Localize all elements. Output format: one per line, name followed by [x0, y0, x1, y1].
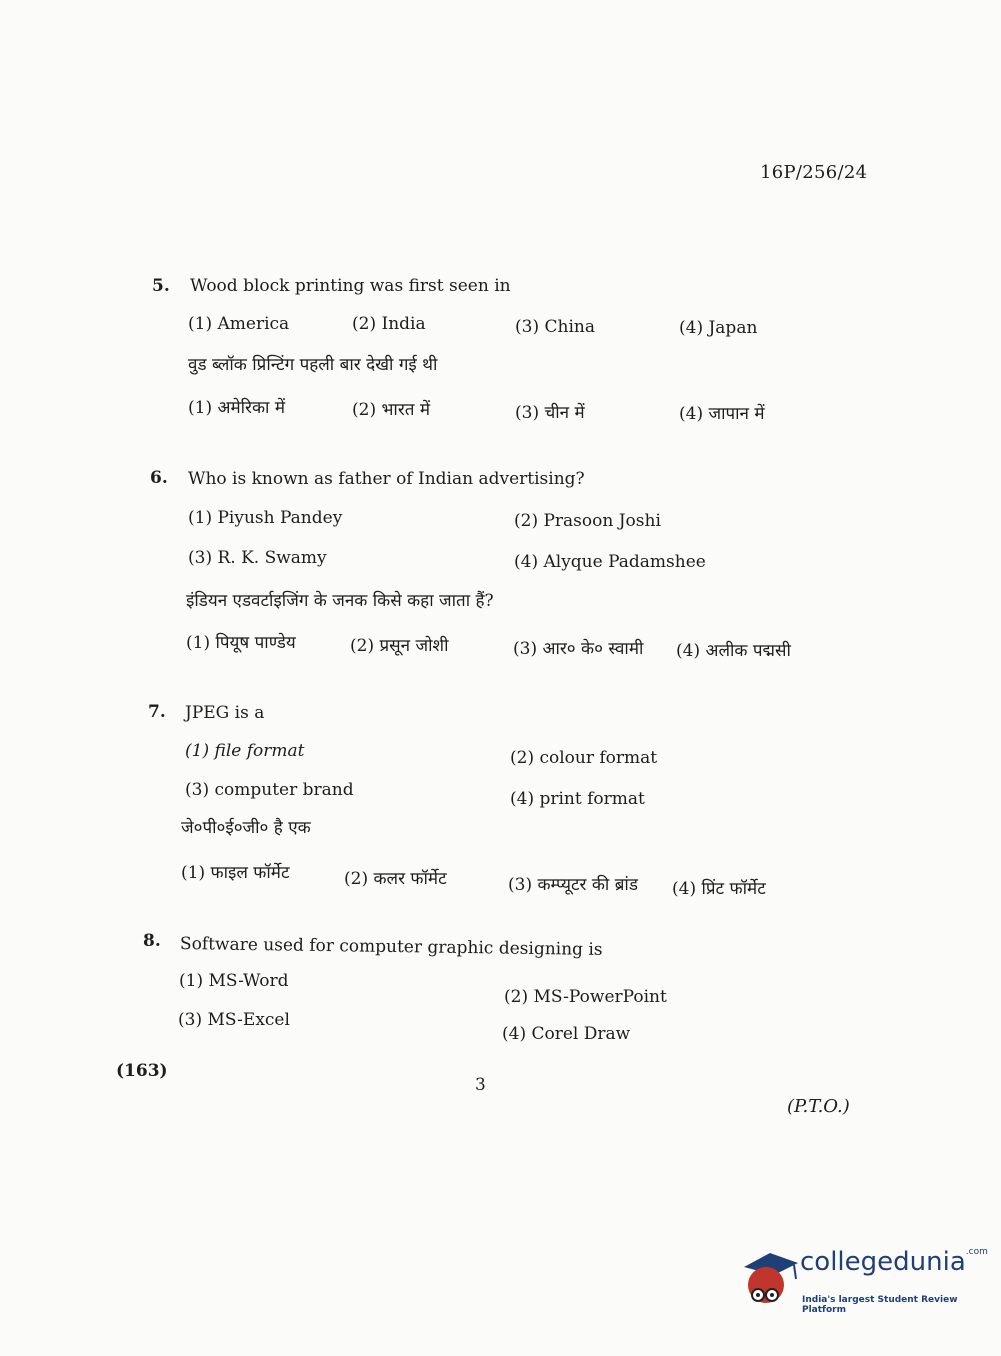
question-text-hindi: इंडियन एडवर्टाइजिंग के जनक किसे कहा जाता हैं?	[186, 591, 494, 611]
mascot-icon	[740, 1245, 800, 1315]
option-2: (2) MS-PowerPoint	[504, 987, 667, 1007]
option-1-hindi: (1) पियूष पाण्डेय	[186, 633, 296, 653]
option-3: (3) MS-Excel	[178, 1010, 290, 1030]
paper-code-header: 16P/256/24	[760, 162, 868, 183]
question-text: Who is known as father of Indian advertising?	[188, 469, 585, 489]
option-2: (2) colour format	[510, 748, 658, 768]
question-number: 6.	[150, 468, 168, 488]
option-1: (1) file format	[185, 741, 305, 761]
option-1: (1) Piyush Pandey	[188, 508, 343, 528]
option-4-hindi: (4) प्रिंट फॉर्मेट	[672, 879, 766, 899]
collegedunia-logo	[740, 1245, 988, 1325]
paper-code-footer: (163)	[116, 1061, 168, 1081]
option-2-hindi: (2) कलर फॉर्मेट	[344, 869, 447, 889]
option-2: (2) Prasoon Joshi	[514, 511, 661, 531]
option-3: (3) computer brand	[185, 780, 354, 800]
option-4: (4) print format	[510, 789, 645, 809]
option-4-hindi: (4) अलीक पद्मसी	[676, 641, 791, 661]
option-2: (2) India	[352, 314, 426, 334]
option-1-hindi: (1) फाइल फॉर्मेट	[181, 863, 290, 883]
option-4-hindi: (4) जापान में	[679, 404, 765, 424]
brand-name	[800, 1247, 988, 1277]
question-text: JPEG is a	[185, 703, 265, 723]
question-number: 5.	[152, 276, 170, 296]
brand-tagline: India's largest Student Review Platform	[802, 1295, 958, 1315]
option-2-hindi: (2) प्रसून जोशी	[350, 636, 449, 656]
pto-label: (P.T.O.)	[787, 1096, 850, 1117]
option-3-hindi: (3) चीन में	[515, 403, 585, 423]
question-number: 8.	[143, 931, 161, 951]
option-3-hindi: (3) कम्प्यूटर की ब्रांड	[508, 875, 638, 895]
question-text-hindi: जे०पी०ई०जी० है एक	[181, 818, 311, 838]
option-4: (4) Alyque Padamshee	[514, 552, 706, 572]
question-text-hindi: वुड ब्लॉक प्रिन्टिंग पहली बार देखी गई थी	[188, 355, 438, 375]
option-1-hindi: (1) अमेरिका में	[188, 398, 286, 418]
option-1: (1) MS-Word	[179, 971, 289, 991]
option-1: (1) America	[188, 314, 290, 334]
question-number: 7.	[148, 702, 166, 722]
page-number: 3	[475, 1075, 486, 1095]
option-3: (3) R. K. Swamy	[188, 548, 327, 568]
option-4: (4) Corel Draw	[502, 1024, 631, 1044]
option-4: (4) Japan	[679, 318, 758, 338]
brand-suffix: .com	[965, 1247, 988, 1257]
brand-text: collegedunia	[800, 1247, 966, 1277]
option-3: (3) China	[515, 317, 595, 337]
question-text: Software used for computer graphic designing is	[179, 934, 603, 960]
question-text: Wood block printing was first seen in	[190, 276, 511, 296]
option-3-hindi: (3) आर० के० स्वामी	[513, 639, 644, 659]
option-2-hindi: (2) भारत में	[352, 400, 431, 420]
